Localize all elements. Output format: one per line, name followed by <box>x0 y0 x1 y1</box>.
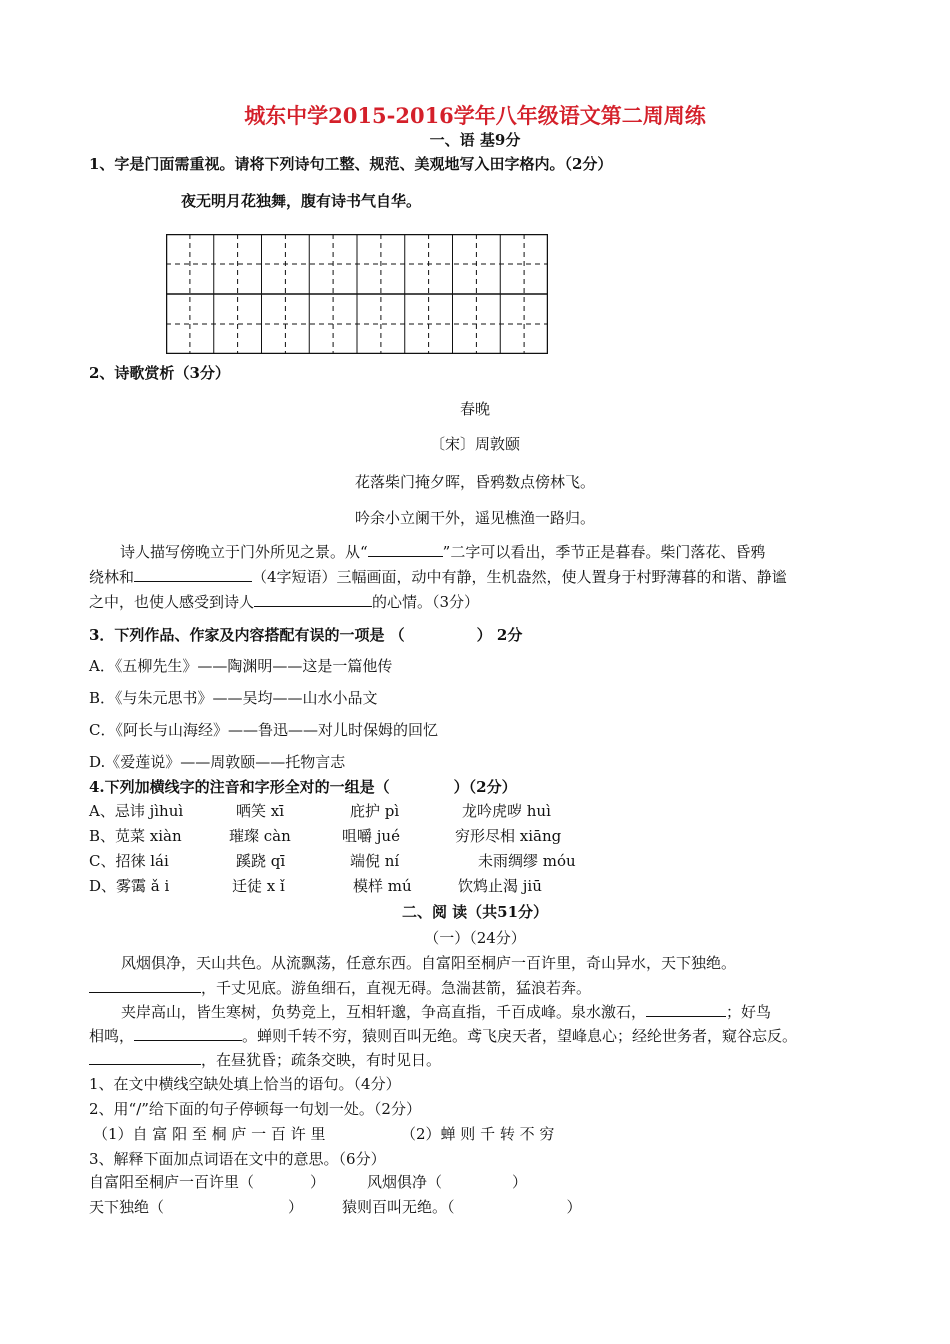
q4-row-c-2: 蹊跷 qī <box>236 852 286 870</box>
reading-q3-item-1: 自富阳至桐庐一百许里（ ） <box>89 1173 326 1191</box>
q4-row-d-2: 迁徒 x ǐ <box>232 877 285 895</box>
q3-option-d: D.《爱莲说》——周敦颐——托物言志 <box>89 753 346 771</box>
q2-text-line-2: 绕林和 （4字短语）三幅画面，动中有静，生机盎然，使人置身于村野薄暮的和谐、静谧 <box>89 568 787 586</box>
q4-label: 4.下列加横线字的注音和字形全对的一组是（ ）（2分） <box>89 778 517 796</box>
section-heading-2: 二、阅 读（共51分） <box>401 903 549 921</box>
q1-label: 1、字是门面需重视。请将下列诗句工整、规范、美观地写入田字格内。（2分） <box>89 155 613 173</box>
q3-option-b: B．《与朱元思书》——吴均——山水小品文 <box>89 689 378 707</box>
reading-line-2: ，千丈见底。游鱼细石，直视无碍。急湍甚箭，猛浪若奔。 <box>89 977 591 998</box>
poem-line-2: 吟余小立阑干外，遥见樵渔一路归。 <box>354 509 595 527</box>
reading-q2-item-1: （1）自 富 阳 至 桐 庐 一 百 许 里 <box>93 1125 326 1143</box>
q3-option-a: A．《五柳先生》——陶渊明——这是一篇他传 <box>89 657 393 675</box>
q4-row-b-2: 璀璨 càn <box>229 827 291 845</box>
page-title: 城东中学2015-2016学年八年级语文第二周周练 <box>244 103 706 128</box>
q3-label: 3．下列作品、作家及内容搭配有误的一项是 （ ） 2分 <box>89 626 523 644</box>
reading-q2-item-2: （2）蝉 则 千 转 不 穷 <box>401 1125 555 1143</box>
answer-blank[interactable] <box>89 1050 201 1065</box>
q4-row-a-1: A、忌讳 jìhuì <box>89 802 184 820</box>
answer-blank[interactable] <box>254 592 372 607</box>
q4-row-a-3: 庇护 pì <box>350 802 400 820</box>
poem-author: 〔宋〕周敦颐 <box>429 435 520 453</box>
q1-sentence: 夜无明月花独舞，腹有诗书气自华。 <box>181 192 422 210</box>
q4-row-d-4: 饮鸩止渴 jiū <box>458 877 542 895</box>
tianzige-grid[interactable] <box>166 234 548 354</box>
q4-row-c-4: 未雨绸缪 móu <box>478 852 576 870</box>
reading-q3-item-3: 天下独绝（ ） <box>89 1198 304 1216</box>
answer-blank[interactable] <box>134 1026 242 1041</box>
q2-text-line-1: 诗人描写傍晚立于门外所见之景。从“ ”二字可以看出，季节正是暮春。柴门落花、昏鸦 <box>120 543 766 561</box>
answer-blank[interactable] <box>89 978 201 993</box>
reading-q1: 1、在文中横线空缺处填上恰当的语句。（4分） <box>89 1075 401 1093</box>
reading-q3-item-2: 风烟俱净（ ） <box>367 1173 528 1191</box>
reading-subheading: （一）（24分） <box>424 929 526 947</box>
reading-q2: 2、用“/”给下面的句子停顿每一句划一处。（2分） <box>89 1100 421 1118</box>
q4-row-d-1: D、雾霭 ǎ i <box>89 877 170 895</box>
q4-row-a-4: 龙吟虎哕 huì <box>462 802 551 820</box>
reading-line-5: ，在昼犹昏；疏条交映，有时见日。 <box>89 1049 441 1070</box>
q2-text-line-3: 之中，也使人感受到诗人 的心情。（3分） <box>89 593 480 611</box>
q2-label: 2、诗歌赏析（3分） <box>89 364 230 382</box>
answer-blank[interactable] <box>134 567 252 582</box>
q4-row-a-2: 哂笑 xī <box>236 802 285 820</box>
poem-title: 春晚 <box>459 400 490 418</box>
reading-q3: 3、解释下面加点词语在文中的意思。（6分） <box>89 1150 386 1168</box>
q4-row-d-3: 模样 mú <box>353 877 412 895</box>
q4-row-b-1: B、苋菜 xiàn <box>89 827 182 845</box>
section-heading-1: 一、语 基9分 <box>429 131 521 149</box>
poem-line-1: 花落柴门掩夕晖，昏鸦数点傍林飞。 <box>354 473 595 491</box>
q3-option-c: C．《阿长与山海经》——鲁迅——对儿时保姆的回忆 <box>89 721 438 739</box>
reading-q3-item-4: 猿则百叫无绝。（ ） <box>342 1198 582 1216</box>
answer-blank[interactable] <box>368 542 443 557</box>
q4-row-c-3: 端倪 ní <box>350 852 400 870</box>
answer-blank[interactable] <box>646 1002 726 1017</box>
q4-row-b-3: 咀嚼 jué <box>342 827 400 845</box>
q4-row-b-4: 穷形尽相 xiāng <box>455 827 562 845</box>
q4-row-c-1: C、招徕 lái <box>89 852 169 870</box>
reading-line-3: 夹岸高山，皆生寒树，负势竞上，互相轩邈，争高直指，千百成峰。泉水激石， ；好鸟 <box>121 1003 772 1021</box>
reading-paragraph-1: 风烟俱净，天山共色。从流飘荡，任意东西。自富阳至桐庐一百许里，奇山异水，天下独绝。 <box>121 954 737 972</box>
reading-line-4: 相鸣， 。蝉则千转不穷，猿则百叫无绝。鸢飞戾天者，望峰息心；经纶世务者，窥谷忘反。 <box>89 1027 798 1045</box>
